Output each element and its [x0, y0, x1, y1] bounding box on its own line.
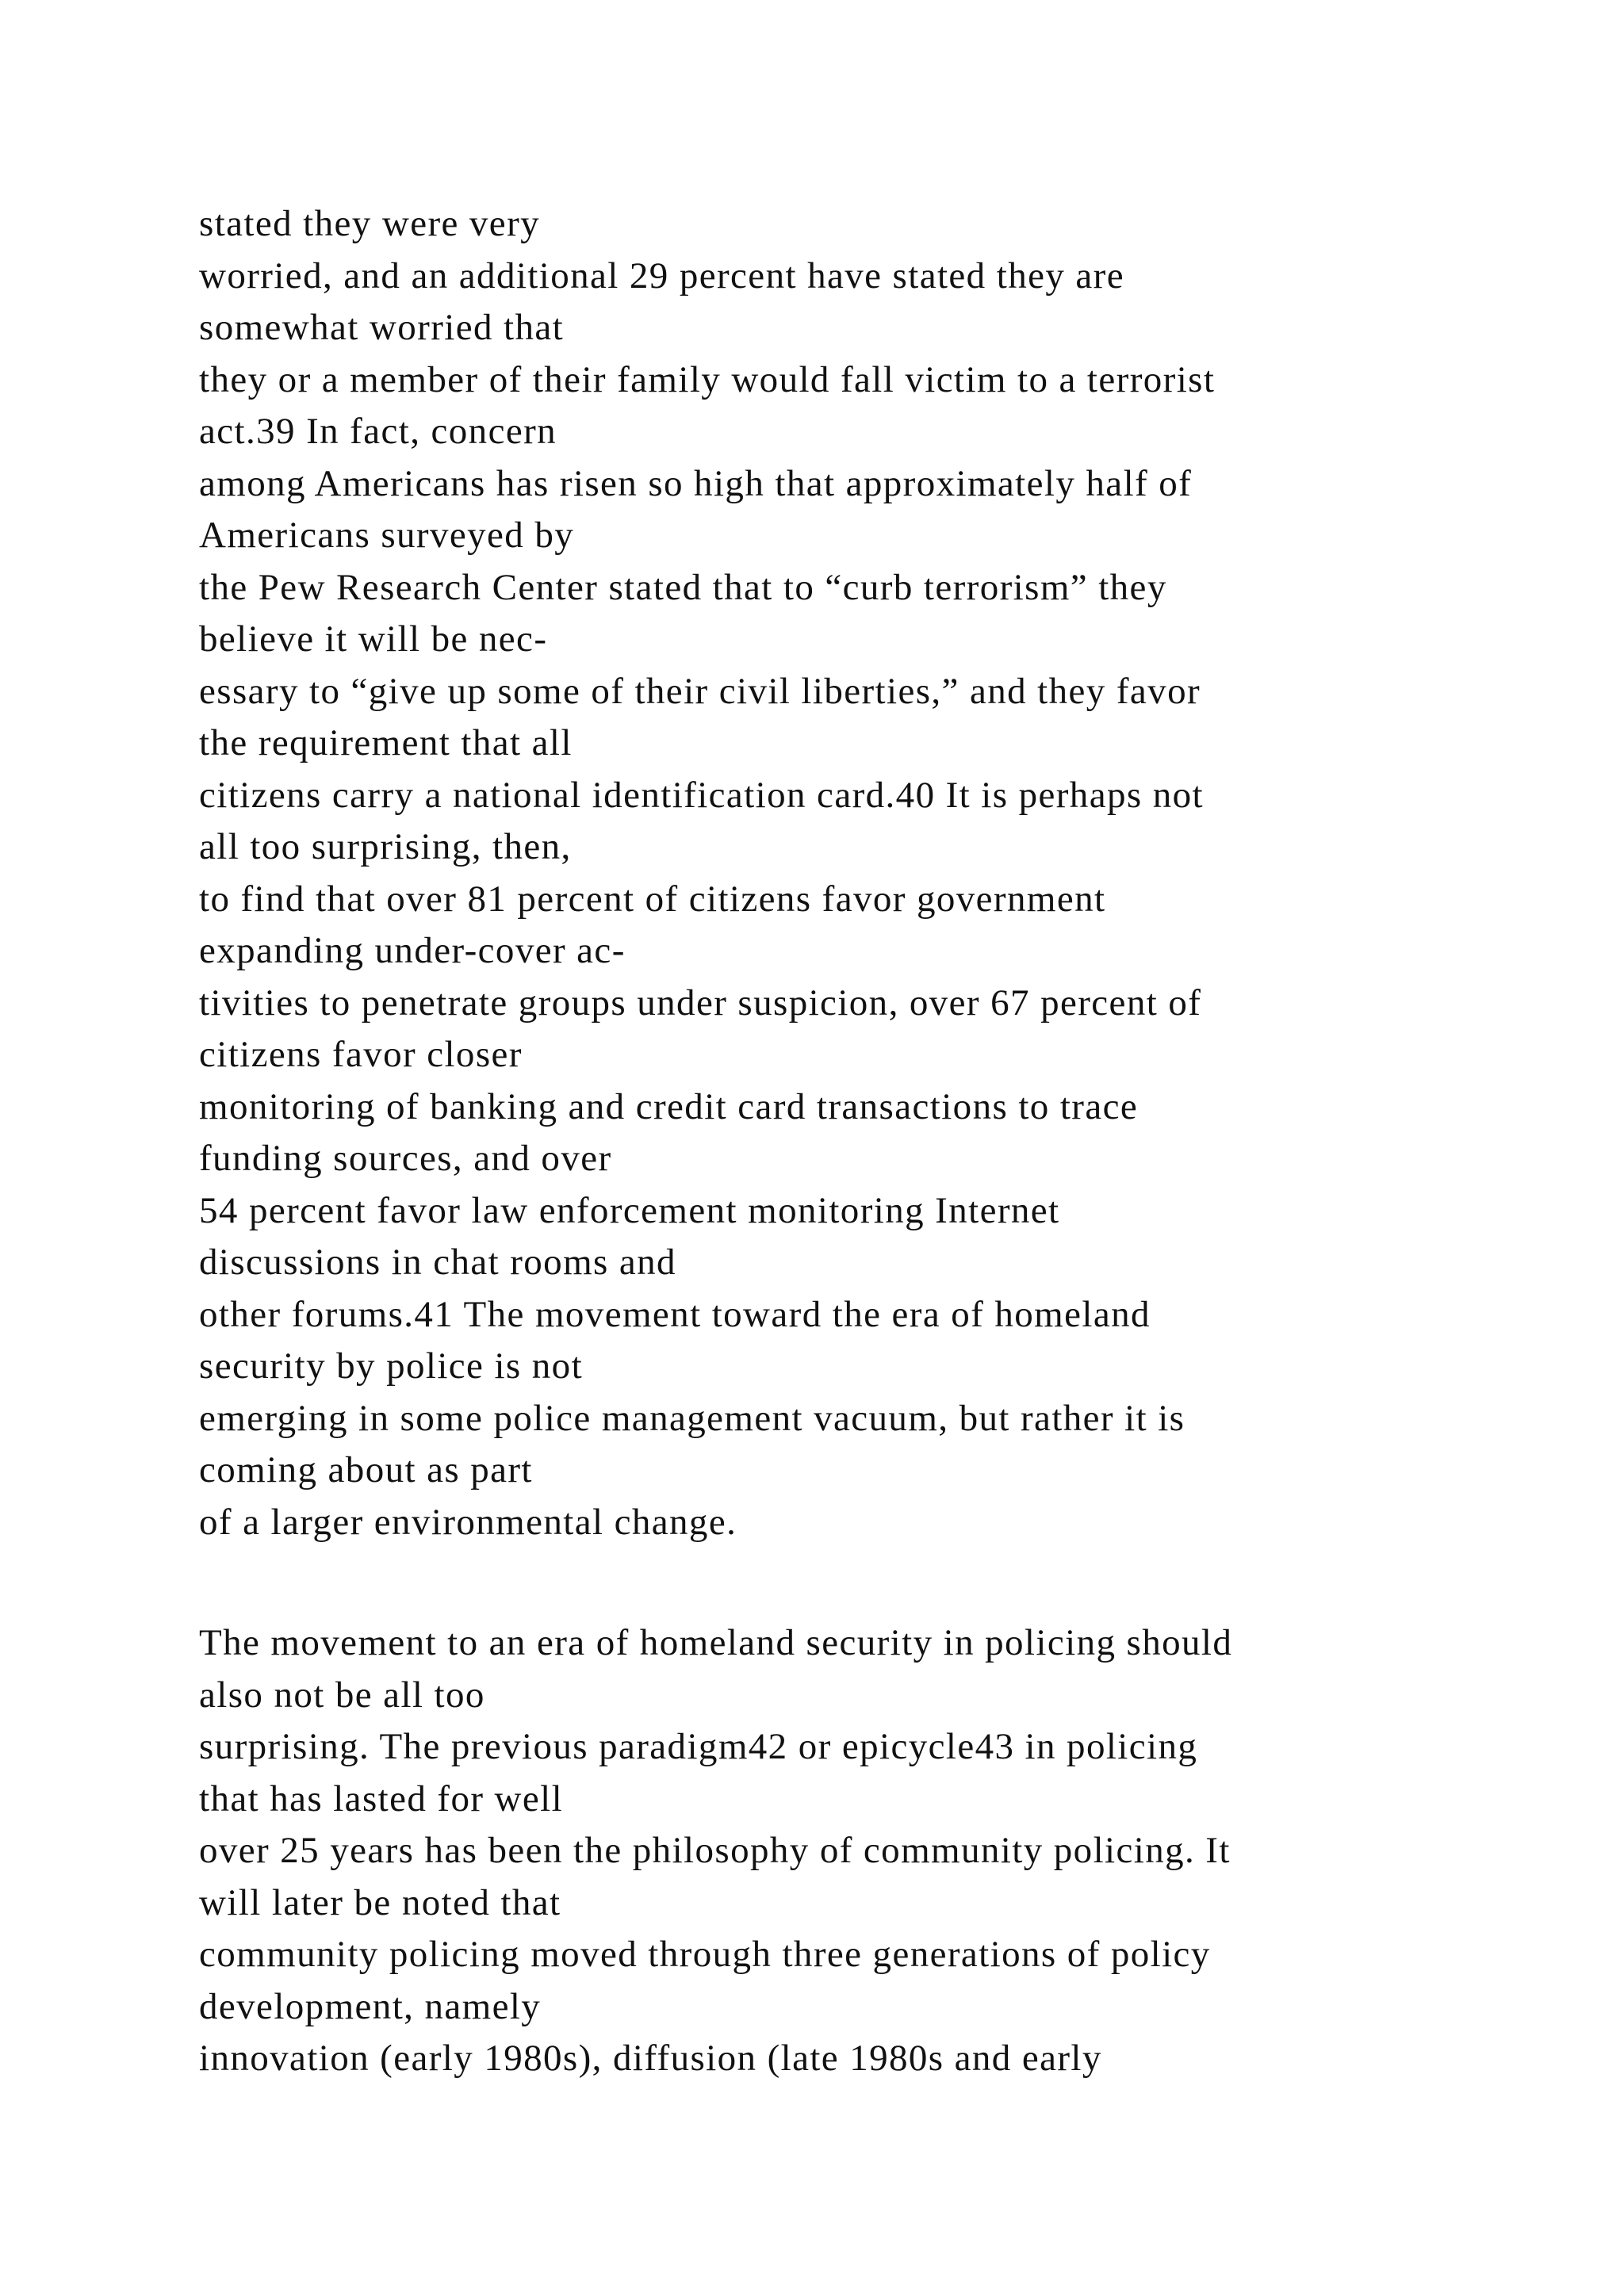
text-line: innovation (early 1980s), diffusion (late 1980s and early [199, 2038, 1102, 2079]
text-line: expanding under-cover ac- [199, 930, 626, 971]
text-line: citizens carry a national identification card.40 It is perhaps not [199, 774, 1204, 816]
text-line: emerging in some police management vacuum, but rather it is [199, 1397, 1185, 1439]
text-line: also not be all too [199, 1674, 485, 1716]
text-line: coming about as part [199, 1449, 533, 1490]
text-line: monitoring of banking and credit card transactions to trace [199, 1085, 1139, 1127]
text-line: tivities to penetrate groups under suspicion, over 67 percent of [199, 982, 1202, 1024]
text-line: The movement to an era of homeland security in policing should [199, 1622, 1233, 1663]
text-line: security by police is not [199, 1345, 584, 1387]
text-line: act.39 In fact, concern [199, 411, 557, 452]
text-line: surprising. The previous paradigm42 or epicycle43 in policing [199, 1726, 1198, 1767]
text-line: development, namely [199, 1985, 542, 2027]
text-line: worried, and an additional 29 percent have stated they are [199, 254, 1124, 297]
text-line: among Americans has risen so high that approximately half of [199, 462, 1193, 504]
text-line: essary to “give up some of their civil liberties,” and they favor [199, 670, 1201, 712]
text-line: community policing moved through three generations of policy [199, 1934, 1211, 1975]
text-line: 54 percent favor law enforcement monitoring Internet [199, 1189, 1060, 1231]
text-line: funding sources, and over [199, 1138, 612, 1179]
paragraph-1 [199, 198, 1547, 1548]
text-line: somewhat worried that [199, 307, 565, 348]
text-line: over 25 years has been the philosophy of community policing. It [199, 1830, 1231, 1871]
text-line: all too surprising, then, [199, 826, 572, 867]
text-line: believe it will be nec- [199, 618, 548, 660]
text-line: citizens favor closer [199, 1034, 523, 1075]
text-line: of a larger environmental change. [199, 1501, 737, 1543]
text-line: will later be noted that [199, 1881, 561, 1923]
text-line: to find that over 81 percent of citizens favor government [199, 878, 1106, 920]
text-line: Americans surveyed by [199, 515, 575, 556]
text-line: stated they were very [199, 203, 541, 244]
text-line: they or a member of their family would fall victim to a terrorist [199, 358, 1216, 400]
text-line: the Pew Research Center stated that to “curb terrorism” they [199, 566, 1167, 608]
text-line: other forums.41 The movement toward the era of homeland [199, 1293, 1151, 1335]
text-line: that has lasted for well [199, 1777, 564, 1820]
paragraph-2 [199, 1617, 1547, 2085]
text-line: discussions in chat rooms and [199, 1242, 676, 1283]
text-line: the requirement that all [199, 722, 573, 763]
